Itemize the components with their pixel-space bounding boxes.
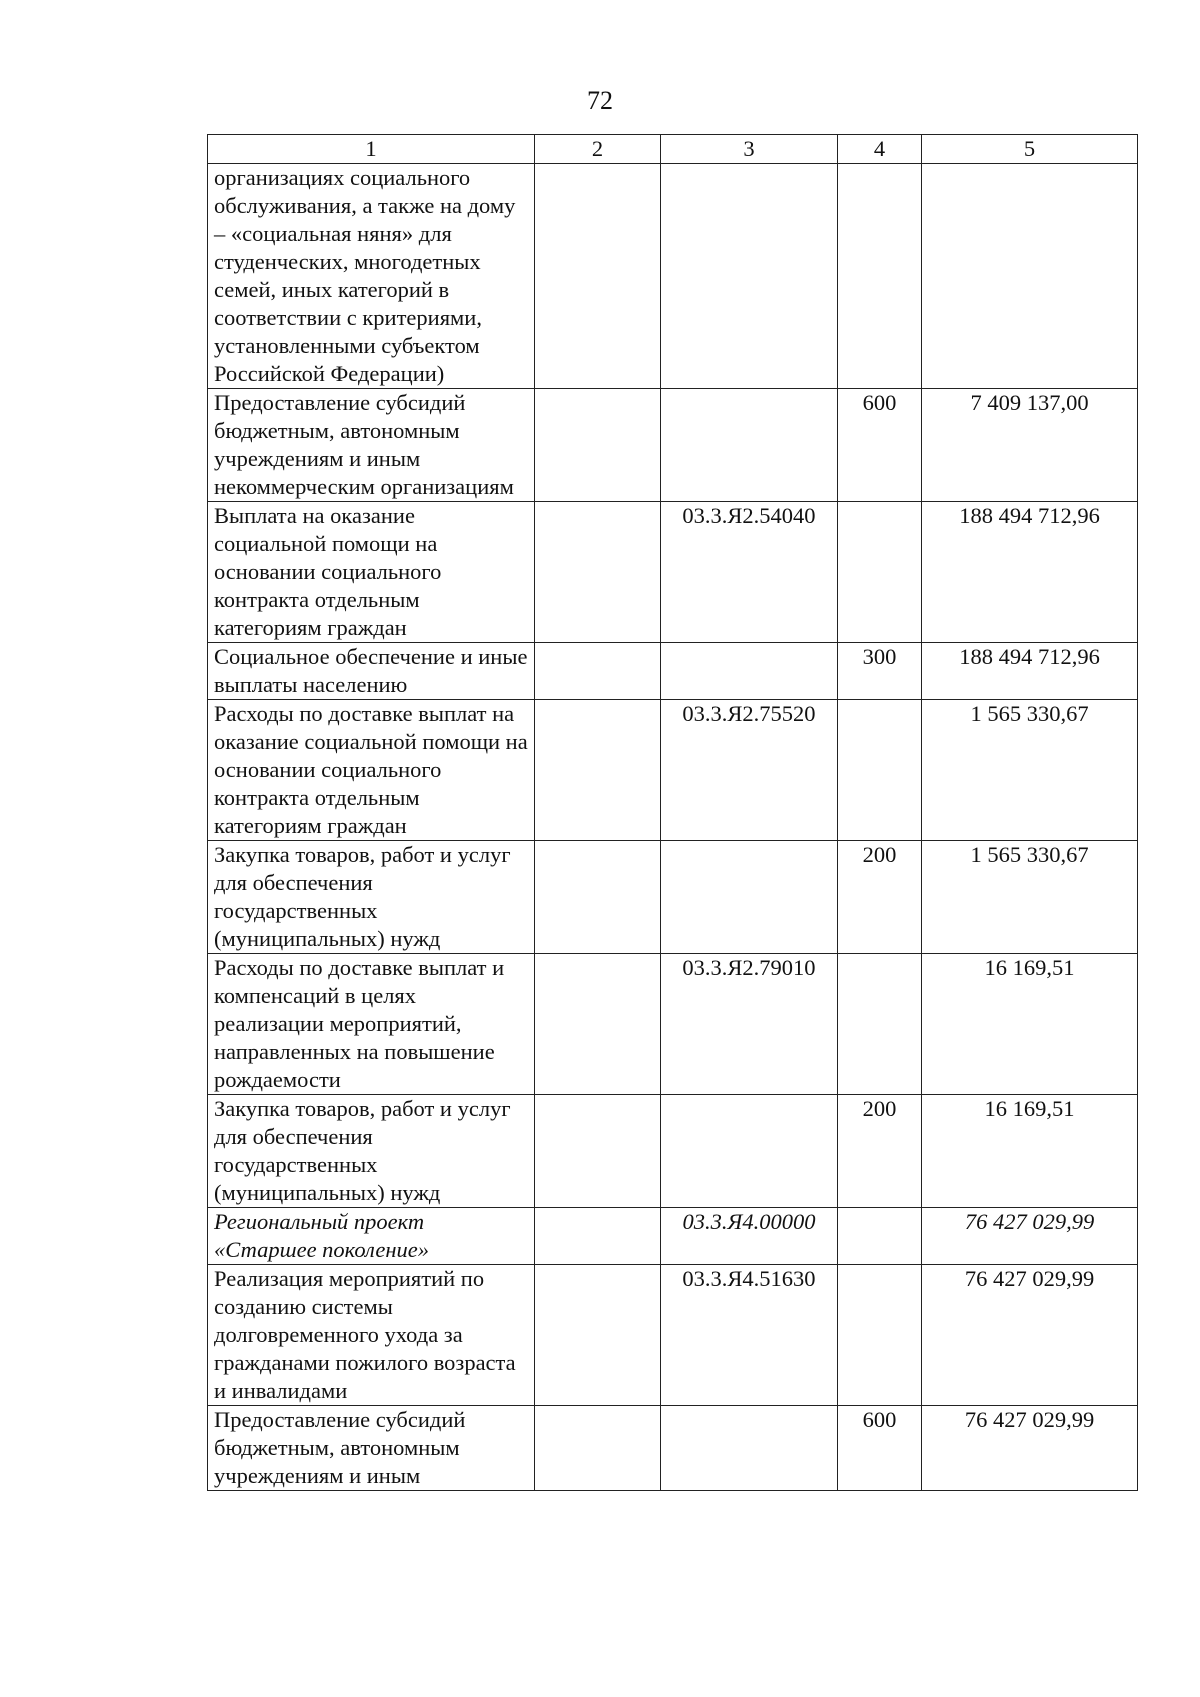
table-row-regional-project	[208, 1208, 1138, 1265]
header-col-1: 1	[208, 135, 535, 164]
row-col2	[535, 954, 661, 1095]
row-col2	[535, 643, 661, 700]
header-row	[208, 135, 1138, 164]
row-amount: 188 494 712,96	[922, 643, 1138, 700]
row-name: организациях социального обслуживания, а также на дому – «социальная няня» для студенческих, многодетных семей, иных категорий в соответствии с критериями, установленными субъектом Российской Федерации)	[208, 164, 535, 389]
row-type	[838, 954, 922, 1095]
row-type	[838, 1265, 922, 1406]
row-amount	[922, 164, 1138, 389]
row-code	[661, 841, 838, 954]
row-type: 200	[838, 841, 922, 954]
row-col2	[535, 164, 661, 389]
row-code: 03.3.Я4.51630	[661, 1265, 838, 1406]
table-row	[208, 502, 1138, 643]
row-amount: 1 565 330,67	[922, 700, 1138, 841]
header-col-2: 2	[535, 135, 661, 164]
row-col2	[535, 502, 661, 643]
row-code: 03.3.Я2.54040	[661, 502, 838, 643]
row-type: 600	[838, 389, 922, 502]
table-row	[208, 954, 1138, 1095]
table-row	[208, 643, 1138, 700]
row-type	[838, 700, 922, 841]
header-col-3: 3	[661, 135, 838, 164]
row-code	[661, 389, 838, 502]
row-col2	[535, 389, 661, 502]
table-body	[208, 164, 1138, 1491]
row-type: 200	[838, 1095, 922, 1208]
row-col2	[535, 1406, 661, 1491]
row-code	[661, 164, 838, 389]
table-row	[208, 1406, 1138, 1491]
row-amount: 7 409 137,00	[922, 389, 1138, 502]
row-type	[838, 502, 922, 643]
row-amount: 1 565 330,67	[922, 841, 1138, 954]
row-col2	[535, 1265, 661, 1406]
budget-table	[207, 134, 1138, 1491]
row-code	[661, 1406, 838, 1491]
row-amount: 76 427 029,99	[922, 1208, 1138, 1265]
row-code: 03.3.Я2.79010	[661, 954, 838, 1095]
row-col2	[535, 1095, 661, 1208]
table-header	[208, 135, 1138, 164]
page-number: 72	[587, 86, 613, 115]
row-amount: 76 427 029,99	[922, 1265, 1138, 1406]
header-col-5: 5	[922, 135, 1138, 164]
row-name: Предоставление субсидий бюджетным, автономным учреждениям и иным	[208, 1406, 535, 1491]
table-row	[208, 389, 1138, 502]
row-name: Закупка товаров, работ и услуг для обеспечения государственных (муниципальных) нужд	[208, 1095, 535, 1208]
row-col2	[535, 1208, 661, 1265]
row-name: Социальное обеспечение и иные выплаты населению	[208, 643, 535, 700]
header-col-4: 4	[838, 135, 922, 164]
table-row	[208, 164, 1138, 389]
row-name: Реализация мероприятий по созданию системы долговременного ухода за гражданами пожилого возраста и инвалидами	[208, 1265, 535, 1406]
row-amount: 188 494 712,96	[922, 502, 1138, 643]
row-name: Предоставление субсидий бюджетным, автономным учреждениям и иным некоммерческим организациям	[208, 389, 535, 502]
row-code	[661, 643, 838, 700]
row-code	[661, 1095, 838, 1208]
row-col2	[535, 700, 661, 841]
row-name: Расходы по доставке выплат и компенсаций в целях реализации мероприятий, направленных на повышение рождаемости	[208, 954, 535, 1095]
table-row	[208, 1095, 1138, 1208]
row-code: 03.3.Я4.00000	[661, 1208, 838, 1265]
row-name: Расходы по доставке выплат на оказание социальной помощи на основании социального контракта отдельным категориям граждан	[208, 700, 535, 841]
row-type	[838, 164, 922, 389]
row-name: Выплата на оказание социальной помощи на основании социального контракта отдельным категориям граждан	[208, 502, 535, 643]
table-row	[208, 700, 1138, 841]
row-type: 600	[838, 1406, 922, 1491]
row-col2	[535, 841, 661, 954]
row-code: 03.3.Я2.75520	[661, 700, 838, 841]
row-type: 300	[838, 643, 922, 700]
row-name: Закупка товаров, работ и услуг для обеспечения государственных (муниципальных) нужд	[208, 841, 535, 954]
row-amount: 76 427 029,99	[922, 1406, 1138, 1491]
table-row	[208, 1265, 1138, 1406]
table-row	[208, 841, 1138, 954]
row-name: Региональный проект «Старшее поколение»	[208, 1208, 535, 1265]
row-type	[838, 1208, 922, 1265]
row-amount: 16 169,51	[922, 1095, 1138, 1208]
row-amount: 16 169,51	[922, 954, 1138, 1095]
